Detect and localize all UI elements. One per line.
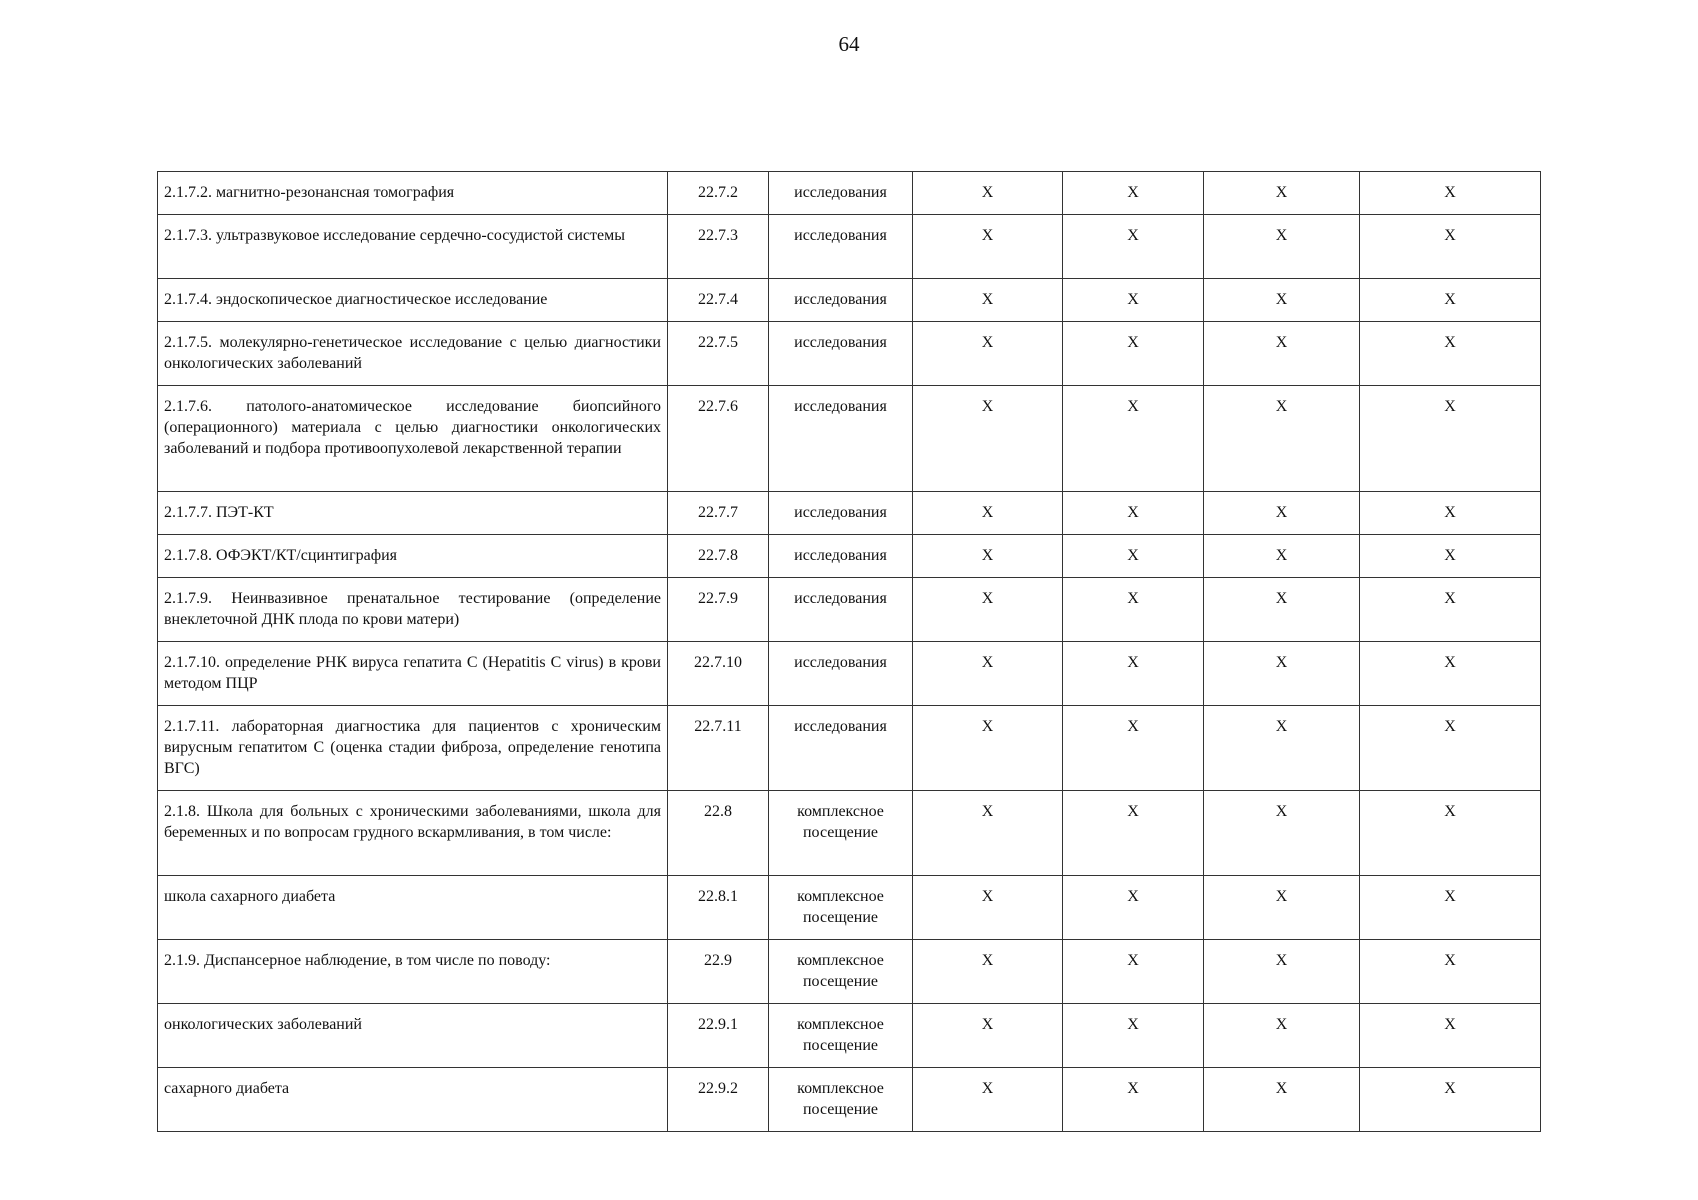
row-code-cell: 22.7.6 [668,386,769,492]
row-code-cell: 22.9 [668,940,769,1004]
row-value-cell: X [1063,876,1204,940]
row-code-cell: 22.8 [668,791,769,876]
row-value-cell: X [913,322,1063,386]
row-value-cell: X [1063,578,1204,642]
row-value-cell: X [1204,492,1360,535]
row-value-cell: X [1360,386,1541,492]
row-code-cell: 22.8.1 [668,876,769,940]
row-code-cell: 22.9.2 [668,1068,769,1132]
row-value-cell: X [913,172,1063,215]
row-name-cell: 2.1.7.2. магнитно-резонансная томография [158,172,668,215]
row-value-cell: X [913,279,1063,322]
row-value-cell: X [1204,791,1360,876]
table-row [158,1004,1541,1068]
table-row [158,535,1541,578]
table-row [158,492,1541,535]
row-value-cell: X [1360,1068,1541,1132]
row-value-cell: X [1360,876,1541,940]
row-name-cell: 2.1.7.7. ПЭТ-КТ [158,492,668,535]
table-row [158,322,1541,386]
row-code-cell: 22.7.5 [668,322,769,386]
row-code-cell: 22.9.1 [668,1004,769,1068]
row-unit-cell: исследования [769,492,913,535]
row-unit-cell: исследования [769,386,913,492]
row-name-cell: 2.1.7.10. определение РНК вируса гепатита С (Hepatitis С virus) в крови методом ПЦР [158,642,668,706]
table-row [158,642,1541,706]
row-value-cell: X [1204,1068,1360,1132]
row-value-cell: X [1360,642,1541,706]
row-value-cell: X [1360,706,1541,791]
row-unit-cell: исследования [769,535,913,578]
row-value-cell: X [1204,876,1360,940]
row-name-cell: онкологических заболеваний [158,1004,668,1068]
row-value-cell: X [1204,940,1360,1004]
row-value-cell: X [1204,322,1360,386]
table-row [158,172,1541,215]
row-value-cell: X [1204,535,1360,578]
row-value-cell: X [1063,940,1204,1004]
row-value-cell: X [1063,279,1204,322]
row-value-cell: X [913,492,1063,535]
row-name-cell: 2.1.7.8. ОФЭКТ/КТ/сцинтиграфия [158,535,668,578]
row-value-cell: X [913,1068,1063,1132]
row-unit-cell: комплексное посещение [769,1068,913,1132]
row-value-cell: X [1063,492,1204,535]
row-value-cell: X [1063,535,1204,578]
row-value-cell: X [913,578,1063,642]
row-unit-cell: исследования [769,322,913,386]
row-name-cell: 2.1.7.4. эндоскопическое диагностическое исследование [158,279,668,322]
row-value-cell: X [1360,492,1541,535]
row-unit-cell: комплексное посещение [769,1004,913,1068]
row-unit-cell: комплексное посещение [769,940,913,1004]
row-unit-cell: исследования [769,578,913,642]
row-value-cell: X [1204,706,1360,791]
table-row [158,215,1541,279]
row-value-cell: X [1204,215,1360,279]
row-value-cell: X [1063,215,1204,279]
row-code-cell: 22.7.8 [668,535,769,578]
row-value-cell: X [1204,1004,1360,1068]
row-value-cell: X [1063,386,1204,492]
row-code-cell: 22.7.4 [668,279,769,322]
row-value-cell: X [913,535,1063,578]
row-unit-cell: исследования [769,172,913,215]
row-code-cell: 22.7.3 [668,215,769,279]
row-value-cell: X [913,386,1063,492]
row-value-cell: X [1360,172,1541,215]
row-name-cell: 2.1.7.11. лабораторная диагностика для пациентов с хроническим вирусным гепатитом С (оценка стадии фиброза, определение генотипа ВГС) [158,706,668,791]
row-value-cell: X [1204,642,1360,706]
row-value-cell: X [1360,279,1541,322]
table-row [158,1068,1541,1132]
table-row [158,876,1541,940]
row-value-cell: X [1204,279,1360,322]
row-unit-cell: исследования [769,279,913,322]
row-value-cell: X [1063,1068,1204,1132]
row-value-cell: X [913,1004,1063,1068]
row-name-cell: 2.1.7.6. патолого-анатомическое исследование биопсийного (операционного) материала с целью диагностики онкологических заболеваний и подбора противоопухолевой лекарственной терапии [158,386,668,492]
row-name-cell: 2.1.9. Диспансерное наблюдение, в том числе по поводу: [158,940,668,1004]
row-name-cell: 2.1.7.5. молекулярно-генетическое исследование с целью диагностики онкологических заболеваний [158,322,668,386]
row-code-cell: 22.7.2 [668,172,769,215]
row-value-cell: X [1063,642,1204,706]
row-value-cell: X [1063,1004,1204,1068]
row-code-cell: 22.7.9 [668,578,769,642]
table-row [158,279,1541,322]
services-table [157,171,1541,1132]
row-value-cell: X [1063,706,1204,791]
table-row [158,386,1541,492]
table-row [158,791,1541,876]
row-value-cell: X [1360,322,1541,386]
row-name-cell: 2.1.7.3. ультразвуковое исследование сердечно-сосудистой системы [158,215,668,279]
row-unit-cell: комплексное посещение [769,791,913,876]
row-value-cell: X [1360,940,1541,1004]
row-value-cell: X [1360,578,1541,642]
row-value-cell: X [913,876,1063,940]
table-row [158,706,1541,791]
row-value-cell: X [1204,172,1360,215]
table-row [158,940,1541,1004]
row-value-cell: X [1204,578,1360,642]
row-value-cell: X [1063,172,1204,215]
row-value-cell: X [1360,1004,1541,1068]
row-name-cell: школа сахарного диабета [158,876,668,940]
row-code-cell: 22.7.7 [668,492,769,535]
row-value-cell: X [913,642,1063,706]
row-unit-cell: исследования [769,215,913,279]
page-number: 64 [838,32,860,56]
row-code-cell: 22.7.11 [668,706,769,791]
row-value-cell: X [913,215,1063,279]
table-row [158,578,1541,642]
row-name-cell: 2.1.8. Школа для больных с хроническими заболеваниями, школа для беременных и по вопросам грудного вскармливания, в том числе: [158,791,668,876]
row-value-cell: X [1204,386,1360,492]
row-value-cell: X [1063,322,1204,386]
row-value-cell: X [1063,791,1204,876]
row-unit-cell: исследования [769,642,913,706]
row-value-cell: X [1360,791,1541,876]
row-value-cell: X [1360,535,1541,578]
row-value-cell: X [913,791,1063,876]
row-value-cell: X [913,940,1063,1004]
row-unit-cell: комплексное посещение [769,876,913,940]
row-value-cell: X [1360,215,1541,279]
row-name-cell: 2.1.7.9. Неинвазивное пренатальное тестирование (определение внеклеточной ДНК плода по крови матери) [158,578,668,642]
row-value-cell: X [913,706,1063,791]
row-unit-cell: исследования [769,706,913,791]
row-name-cell: сахарного диабета [158,1068,668,1132]
row-code-cell: 22.7.10 [668,642,769,706]
